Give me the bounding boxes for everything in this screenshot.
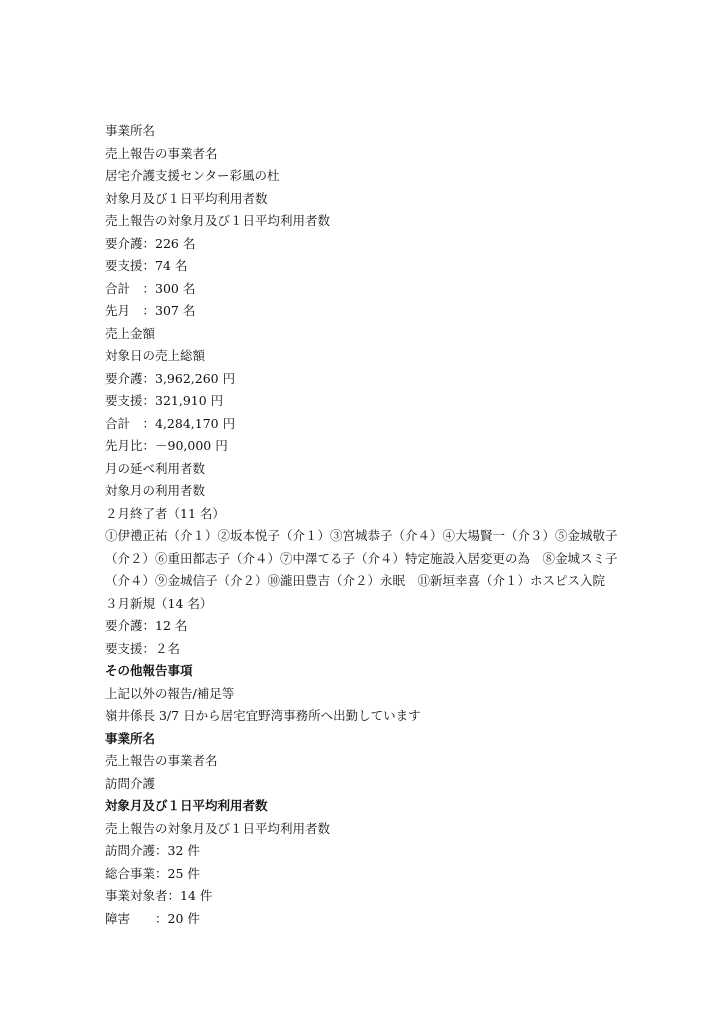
office-name-label: 事業所名 [105, 123, 156, 138]
march-new-support-required: 要支援：２名 [105, 640, 181, 656]
home-visit-care-count: 訪問介護：32 件 [105, 843, 200, 858]
last-month-count: 先月 ：307 名 [105, 303, 196, 318]
office-name-heading-2: 事業所名 [105, 730, 156, 746]
office-name-description: 売上報告の事業者名 [105, 145, 218, 161]
support-required-count: 要支援：74 名 [105, 258, 188, 273]
target-month-label: 対象月及び１日平均利用者数 [105, 190, 268, 206]
comprehensive-service-count: 総合事業：25 件 [105, 865, 200, 881]
sales-amount-description: 対象日の売上総額 [105, 348, 206, 363]
care-required-sales: 要介護：3,962,260 円 [105, 370, 236, 386]
care-required-count: 要介護：226 名 [105, 235, 196, 251]
terminated-users-list: ①伊禮正祐（介１）②坂本悦子（介１）③宮城恭子（介４）④大場賢一（介３）⑤金城敬子（介２）⑥重田都志子（介４）⑦中澤てる子（介４）特定施設入居変更の為 ⑧金城スミ子（介４）⑨金城信子（介２）⑩瀧田豊吉（介２）永眠 ⑪新垣幸喜（介１）ホスピス入院 [105, 528, 618, 588]
eligible-persons-count: 事業対象者：14 件 [105, 888, 213, 903]
target-month-heading-2: 対象月及び１日平均利用者数 [105, 798, 268, 813]
target-month-description: 売上報告の対象月及び１日平均利用者数 [105, 213, 331, 228]
total-sales: 合計 ：4,284,170 円 [105, 415, 236, 431]
other-report-heading: その他報告事項 [105, 663, 193, 678]
february-terminated-heading: ２月終了者（11 名） [105, 505, 225, 521]
disability-count: 障害 ：20 件 [105, 910, 200, 926]
office-name-value: 居宅介護支援センター彩風の杜 [105, 168, 280, 183]
target-month-description-2: 売上報告の対象月及び１日平均利用者数 [105, 820, 331, 836]
office-name-value-2: 訪問介護 [105, 775, 156, 791]
monthly-users-label: 月の延べ利用者数 [105, 460, 206, 476]
monthly-users-description: 対象月の利用者数 [105, 483, 206, 498]
month-over-month-sales: 先月比：－90,000 円 [105, 438, 228, 453]
report-document [105, 120, 635, 930]
support-required-sales: 要支援：321,910 円 [105, 393, 224, 408]
sales-amount-label: 売上金額 [105, 325, 156, 341]
total-count: 合計 ：300 名 [105, 280, 196, 296]
march-new-heading: ３月新規（14 名） [105, 595, 213, 611]
march-new-care-required: 要介護：12 名 [105, 618, 188, 633]
office-name-description-2: 売上報告の事業者名 [105, 753, 218, 768]
other-report-note: 嶺井係長 3/7 日から居宅宜野湾事務所へ出勤しています [105, 708, 421, 723]
other-report-description: 上記以外の報告/補足等 [105, 685, 235, 701]
